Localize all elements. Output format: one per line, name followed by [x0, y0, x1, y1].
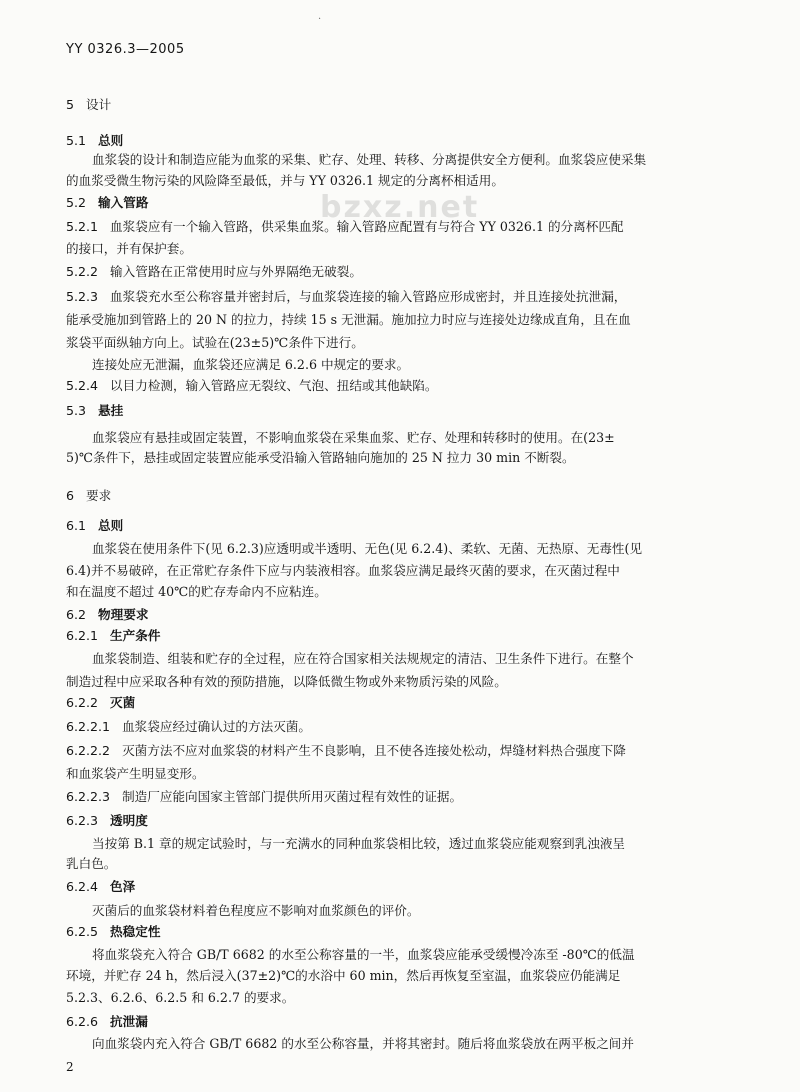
clause-number: 6.2: [66, 607, 87, 622]
clause-number: 5: [66, 97, 75, 112]
clause-number: 6.2.3: [66, 813, 99, 828]
text-line: [66, 856, 116, 872]
text-line: [66, 628, 160, 644]
clause-number: 6.1: [66, 518, 87, 533]
paragraph-text: 环境，并贮存 24 h，然后浸入(37±2)℃的水浴中 60 min，然后再恢复至室温，血浆袋应仍能满足: [66, 968, 621, 983]
section-heading: 输入管路: [98, 195, 149, 210]
clause-number: 6.2.1: [66, 628, 99, 643]
paragraph-text: 血浆袋应经过确认过的方法灭菌。: [122, 719, 311, 734]
standard-header: YY 0326.3—2005: [66, 42, 185, 57]
text-line: [66, 990, 294, 1006]
paragraph-text: 血浆袋充水至公称容量并密封后，与血浆袋连接的输入管路应形成密封，并且连接处抗泄漏，: [110, 289, 627, 304]
section-heading: 灭菌: [110, 695, 136, 710]
clause-number: 5.1: [66, 133, 87, 148]
text-line: [66, 789, 462, 805]
text-line: [66, 813, 148, 829]
paragraph-text: 血浆袋应有悬挂或固定装置，不影响血浆袋在采集血浆、贮存、处理和转移时的使用。在(23±: [92, 430, 615, 445]
text-line: [66, 335, 364, 351]
text-line: [66, 518, 123, 534]
page-number: 2: [66, 1060, 74, 1074]
text-line: [92, 651, 634, 667]
text-line: [66, 450, 575, 466]
section-heading: 抗泄漏: [110, 1014, 148, 1029]
clause-number: 6: [66, 488, 75, 503]
clause-number: 6.2.4: [66, 879, 99, 894]
clause-number: 6.2.6: [66, 1014, 99, 1029]
section-heading: 热稳定性: [110, 924, 161, 939]
section-heading: 生产条件: [110, 628, 161, 643]
text-line: [92, 836, 625, 852]
clause-number: 5.2: [66, 195, 87, 210]
section-heading: 设计: [86, 97, 112, 112]
text-line: [66, 219, 624, 235]
clause-number: 5.3: [66, 403, 87, 418]
paragraph-text: 5.2.3、6.2.6、6.2.5 和 6.2.7 的要求。: [66, 990, 295, 1005]
paragraph-text: 浆袋平面纵轴方向上。试验在(23±5)℃条件下进行。: [66, 335, 364, 350]
text-line: [66, 241, 192, 257]
section-heading: 透明度: [110, 813, 148, 828]
clause-number: 6.2.2.1: [66, 719, 111, 734]
text-line: [66, 1014, 148, 1030]
clause-number: 5.2.4: [66, 378, 99, 393]
paragraph-text: 的血浆受微生物污染的风险降至最低，并与 YY 0326.1 规定的分离杯相适用。: [66, 173, 504, 188]
paragraph-text: 灭菌后的血浆袋材料着色程度应不影响对血浆颜色的评价。: [92, 903, 420, 918]
section-heading: 物理要求: [98, 607, 149, 622]
text-line: [66, 312, 631, 328]
text-line: [92, 541, 642, 557]
text-line: [66, 879, 135, 895]
clause-number: 6.2.5: [66, 924, 99, 939]
paragraph-text: 血浆袋的设计和制造应能为血浆的采集、贮存、处理、转移、分离提供安全方便利。血浆袋应使采集: [92, 152, 647, 167]
text-line: [66, 403, 123, 419]
text-line: [66, 607, 148, 623]
text-line: [66, 743, 626, 759]
paragraph-text: 的接口，并有保护套。: [66, 241, 192, 256]
clause-number: 5.2.2: [66, 264, 99, 279]
paragraph-text: 当按第 B.1 章的规定试验时，与一充满水的同种血浆袋相比较，透过血浆袋应能观察到乳浊液呈: [92, 836, 626, 851]
paragraph-text: 制造厂应能向国家主管部门提供所用灭菌过程有效性的证据。: [122, 789, 463, 804]
paragraph-text: 向血浆袋内充入符合 GB/T 6682 的水至公称容量，并将其密封。随后将血浆袋放在两平板之间并: [92, 1036, 634, 1051]
paragraph-text: 和血浆袋产生明显变形。: [66, 766, 205, 781]
text-line: [92, 430, 615, 446]
paragraph-text: 制造过程中应采取各种有效的预防措施，以降低微生物或外来物质污染的风险。: [66, 674, 507, 689]
clause-number: 5.2.3: [66, 289, 99, 304]
paragraph-text: 以目力检测，输入管路应无裂纹、气泡、扭结或其他缺陷。: [110, 378, 438, 393]
text-line: [66, 968, 620, 984]
clause-number: 6.2.2: [66, 695, 99, 710]
section-heading: 总则: [98, 518, 124, 533]
text-line: [66, 378, 437, 394]
text-line: [66, 264, 362, 280]
clause-number: 6.2.2.2: [66, 743, 111, 758]
text-line: [66, 195, 148, 211]
paragraph-text: 输入管路在正常使用时应与外界隔绝无破裂。: [110, 264, 362, 279]
text-line: [66, 563, 620, 579]
text-line: [66, 766, 205, 782]
text-line: [92, 1036, 634, 1052]
text-line: [66, 133, 123, 149]
section-heading: 要求: [86, 488, 112, 503]
text-line: [66, 924, 160, 940]
watermark: bzxz.net: [320, 190, 480, 225]
paragraph-text: 血浆袋在使用条件下(见 6.2.3)应透明或半透明、无色(见 6.2.4)、柔软、无菌、无热原、无毒性(见: [92, 541, 643, 556]
text-line: [66, 97, 111, 113]
text-line: [66, 173, 504, 189]
text-line: [92, 903, 419, 919]
section-heading: 色泽: [110, 879, 136, 894]
text-line: [92, 357, 409, 373]
paragraph-text: 乳白色。: [66, 856, 117, 871]
clause-number: 5.2.1: [66, 219, 99, 234]
clause-number: 6.2.2.3: [66, 789, 111, 804]
text-line: [66, 674, 507, 690]
text-line: [66, 584, 327, 600]
paragraph-text: 血浆袋制造、组装和贮存的全过程，应在符合国家相关法规规定的清洁、卫生条件下进行。在整个: [92, 651, 634, 666]
paragraph-text: 灭菌方法不应对血浆袋的材料产生不良影响，且不使各连接处松动，焊缝材料热合强度下降: [122, 743, 626, 758]
text-line: [66, 488, 111, 504]
paragraph-text: 连接处应无泄漏，血浆袋还应满足 6.2.6 中规定的要求。: [92, 357, 410, 372]
text-line: [66, 695, 135, 711]
text-line: [66, 719, 311, 735]
section-heading: 悬挂: [98, 403, 124, 418]
scan-speck: ·: [318, 14, 322, 25]
text-line: [92, 947, 635, 963]
paragraph-text: 和在温度不超过 40℃的贮存寿命内不应粘连。: [66, 584, 327, 599]
text-line: [66, 289, 626, 305]
paragraph-text: 能承受施加到管路上的 20 N 的拉力，持续 15 s 无泄漏。施加拉力时应与连接处边缘成直角，且在血: [66, 312, 631, 327]
section-heading: 总则: [98, 133, 124, 148]
paragraph-text: 将血浆袋充入符合 GB/T 6682 的水至公称容量的一半，血浆袋应能承受缓慢冷冻至 -80℃的低温: [92, 947, 635, 962]
paragraph-text: 5)℃条件下，悬挂或固定装置应能承受沿输入管路轴向施加的 25 N 拉力 30 min 不断裂。: [66, 450, 575, 465]
paragraph-text: 6.4)并不易破碎，在正常贮存条件下应与内装液相容。血浆袋应满足最终灭菌的要求，在灭菌过程中: [66, 563, 620, 578]
paragraph-text: 血浆袋应有一个输入管路，供采集血浆。输入管路应配置有与符合 YY 0326.1 的分离杯匹配: [110, 219, 624, 234]
text-line: [92, 152, 646, 168]
